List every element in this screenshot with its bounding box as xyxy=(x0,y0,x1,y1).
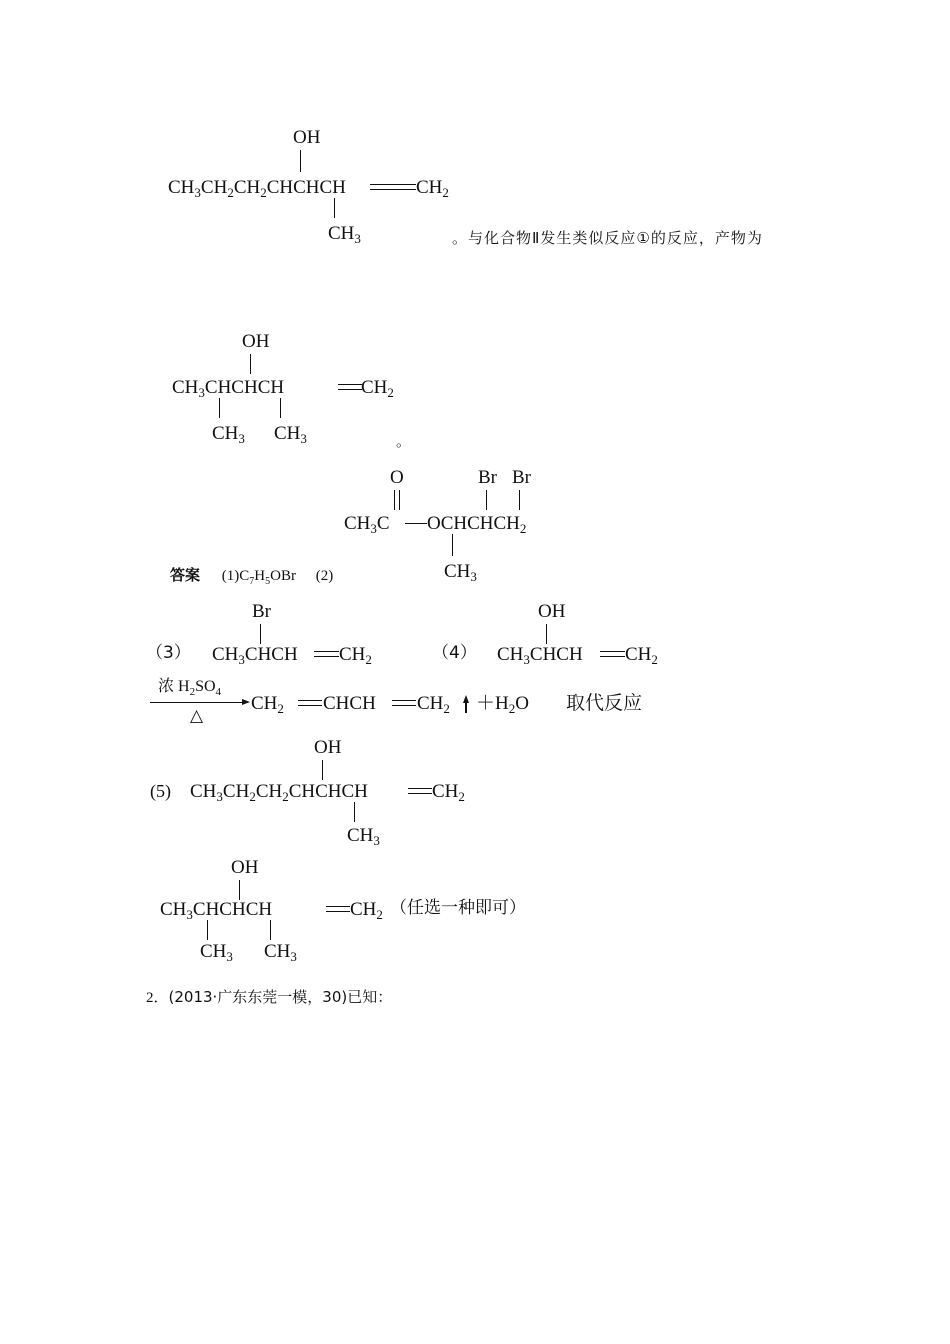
main-chain: $CH_3CHCHCH$ xyxy=(160,899,273,922)
double-bond xyxy=(600,651,625,657)
terminal-ch2: $CH_2$ xyxy=(625,644,658,667)
methyl-branch: $CH_3$ xyxy=(328,223,361,246)
methyl-branch-2: $CH_3$ xyxy=(264,941,297,964)
bond-oh xyxy=(322,760,323,780)
condition-above: 浓 $H_2SO_4$ xyxy=(158,676,222,698)
acetyl-group: $CH_3C$ xyxy=(344,513,390,536)
period-mark: 。 xyxy=(396,432,412,450)
bond-carbonyl-a xyxy=(394,490,395,510)
single-bond-co xyxy=(405,523,427,524)
answer-1: $(1)C_7H_5OBr$ xyxy=(221,568,296,587)
question-2-heading xyxy=(146,990,392,1006)
answer-2: (2) xyxy=(315,568,334,584)
water-product: $+H_2O$ xyxy=(476,693,529,716)
bond-methyl-2 xyxy=(280,398,281,418)
main-chain: $CH_3CHCH$ xyxy=(497,644,583,667)
arrow-head-icon xyxy=(242,699,250,705)
bromine-2: Br xyxy=(512,467,531,488)
main-chain: $CH_3CH_2CH_2CHCHCH$ xyxy=(168,177,346,200)
double-bond xyxy=(326,906,350,912)
choose-one-note: （任选一种即可） xyxy=(390,898,526,918)
answer-label: 答案 xyxy=(170,566,201,584)
reaction-type: 取代反应 xyxy=(566,692,643,714)
reaction-arrow xyxy=(150,702,242,703)
methyl-branch-1: $CH_3$ xyxy=(200,941,233,964)
double-bond xyxy=(314,651,339,657)
double-bond-1 xyxy=(298,700,322,706)
bond-oh xyxy=(300,150,301,172)
double-bond xyxy=(338,384,362,390)
item-5-number: (5) xyxy=(150,781,171,801)
terminal-ch2: $CH_2$ xyxy=(361,377,394,400)
main-chain: $CH_3CHCHCH$ xyxy=(172,377,285,400)
bromine-label: Br xyxy=(252,601,271,622)
main-chain: $CH_3CH_2CH_2CHCHCH$ xyxy=(190,781,368,804)
bromine-1: Br xyxy=(478,467,497,488)
methyl-branch: $CH_3$ xyxy=(444,561,477,584)
hydroxyl-label: OH xyxy=(231,857,259,878)
alkoxy-chain: $OCHCHCH_2$ xyxy=(427,513,527,536)
bond-carbonyl-b xyxy=(399,490,400,510)
methyl-branch-2: $CH_3$ xyxy=(274,423,307,446)
double-bond xyxy=(408,788,432,794)
heat-symbol: △ xyxy=(190,706,204,726)
question-text: 已知： xyxy=(347,988,393,1006)
bond-methyl xyxy=(334,198,335,218)
bond-br-2 xyxy=(519,490,520,510)
bond-oh xyxy=(250,354,251,374)
bond-oh xyxy=(546,624,547,644)
methyl-branch-1: $CH_3$ xyxy=(212,423,245,446)
bond-oh xyxy=(239,880,240,900)
double-bond xyxy=(370,184,416,190)
item-4-number: （4） xyxy=(432,643,477,663)
question-number: 2． xyxy=(146,990,169,1006)
terminal-ch2: $CH_2$ xyxy=(416,177,449,200)
gas-arrow-stem xyxy=(465,702,467,713)
bond-methyl xyxy=(452,534,453,556)
double-bond-2 xyxy=(392,700,416,706)
hydroxyl-label: OH xyxy=(293,127,321,148)
question-source: (2013·广东东莞一模，30) xyxy=(168,988,348,1006)
statement-text: 。与化合物Ⅱ发生类似反应①的反应，产物为 xyxy=(452,229,763,247)
bond-methyl xyxy=(354,802,355,822)
product-ch2: $CH_2$ xyxy=(251,693,284,716)
main-chain: $CH_3CHCH$ xyxy=(212,644,298,667)
terminal-ch2: $CH_2$ xyxy=(432,781,465,804)
bond-br-1 xyxy=(486,490,487,510)
bond-methyl-2 xyxy=(270,920,271,940)
carbonyl-oxygen: O xyxy=(390,467,404,488)
bond-methyl-1 xyxy=(219,398,220,418)
hydroxyl-label: OH xyxy=(538,601,566,622)
product-terminal-ch2: $CH_2$ xyxy=(417,693,450,716)
item-3-number: （3） xyxy=(146,643,191,663)
product-chch: CHCH xyxy=(323,693,376,714)
hydroxyl-label: OH xyxy=(242,331,270,352)
bond-br xyxy=(260,624,261,644)
methyl-branch: $CH_3$ xyxy=(347,825,380,848)
terminal-ch2: $CH_2$ xyxy=(350,899,383,922)
answer-line xyxy=(170,568,333,587)
bond-methyl-1 xyxy=(207,920,208,940)
terminal-ch2: $CH_2$ xyxy=(339,644,372,667)
hydroxyl-label: OH xyxy=(314,737,342,758)
